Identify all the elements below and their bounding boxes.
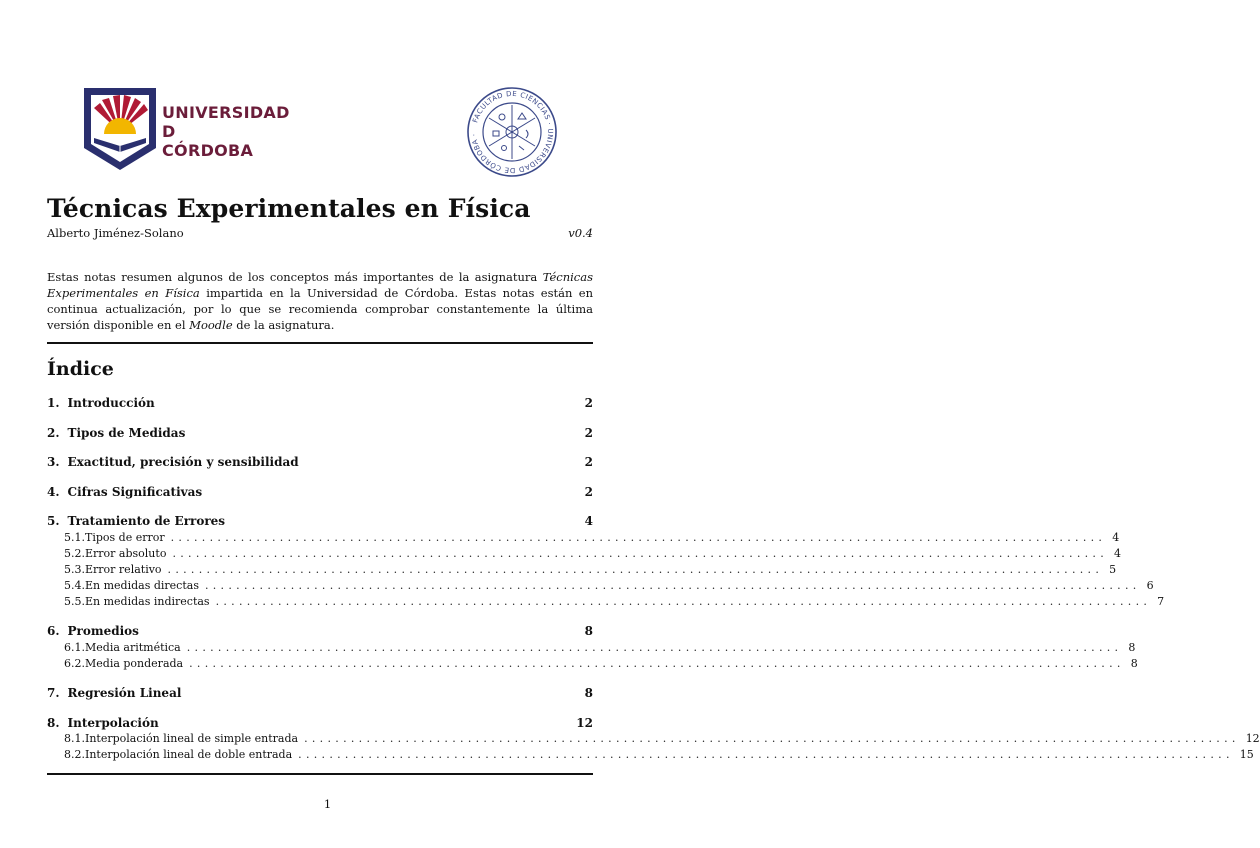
version-label: v0.4 — [568, 226, 593, 240]
toc-section-label — [47, 485, 202, 499]
toc-section[interactable] — [47, 716, 593, 730]
toc-section-page: 2 — [584, 484, 593, 499]
toc-title: Índice — [47, 358, 114, 380]
toc-section-title: Regresión Lineal — [67, 686, 182, 700]
faculty-seal — [466, 86, 558, 178]
toc-subsection-title: Media ponderada — [85, 656, 184, 670]
toc-subsection[interactable] — [64, 748, 1254, 761]
toc-dot-leader: ........................................................................................................................ — [172, 546, 1109, 560]
toc-section-number: 5. — [47, 514, 60, 528]
toc-dot-leader: ........................................................................................................................ — [215, 594, 1152, 608]
toc-dot-leader: ........................................................................................................................ — [204, 578, 1141, 592]
toc-subsection[interactable] — [64, 578, 1154, 592]
toc-dot-leader: ........................................................................................................................ — [298, 748, 1234, 761]
toc-section-page: 12 — [576, 715, 593, 730]
toc-subsection-page: 8 — [1128, 640, 1136, 654]
toc-dot-leader: ........................................................................................................................ — [304, 732, 1240, 745]
toc-subsection-title: Error relativo — [85, 562, 162, 576]
toc-section-title: Tratamiento de Errores — [67, 514, 226, 528]
toc-subsection[interactable] — [64, 562, 1117, 576]
toc-section-title: Interpolación — [67, 715, 159, 730]
toc-section-number: 4. — [47, 484, 60, 499]
abstract-platform-name: Moodle — [189, 318, 233, 332]
toc-section[interactable] — [47, 686, 593, 700]
svg-text:FACULTAD DE CIENCIAS · UNIVERS: FACULTAD DE CIENCIAS · UNIVERSIDAD DE CÓRDOBA · — [470, 89, 555, 175]
toc-section-label — [47, 514, 225, 528]
toc-section-number: 8. — [47, 715, 60, 730]
abstract-paragraph — [47, 269, 593, 333]
toc-subsection[interactable] — [64, 640, 1136, 654]
toc-section-number: 1. — [47, 396, 60, 410]
toc-subsection-page: 4 — [1112, 530, 1120, 544]
toc-dot-leader: ........................................................................................................................ — [170, 530, 1107, 544]
abstract-course-name: Técnicas Experimentales en Física — [47, 270, 593, 300]
abstract-text-3: de la asignatura. — [232, 318, 335, 332]
faculty-seal-icon — [466, 86, 558, 178]
toc-subsection[interactable] — [64, 656, 1138, 670]
toc-subsection-page: 7 — [1157, 594, 1165, 608]
toc-subsection-title: Interpolación lineal de simple entrada — [85, 732, 299, 745]
page-number: 1 — [323, 797, 332, 811]
toc-section-label — [47, 716, 159, 730]
top-divider — [47, 342, 593, 344]
toc-dot-leader: ........................................................................................................................ — [167, 562, 1104, 576]
toc-subsection-page: 6 — [1146, 578, 1154, 592]
toc-section-label — [47, 455, 299, 469]
toc-subsection-page: 8 — [1130, 656, 1138, 670]
toc-section[interactable] — [47, 624, 593, 638]
toc-section[interactable] — [47, 514, 593, 528]
toc-subsection[interactable] — [64, 530, 1120, 544]
toc-subsection-page: 4 — [1114, 546, 1122, 560]
toc-subsection-number: 6.1. — [64, 640, 85, 654]
toc-subsection[interactable] — [64, 594, 1165, 608]
toc-subsection-number: 8.2. — [64, 748, 85, 761]
toc-subsection[interactable] — [64, 546, 1122, 560]
toc-subsection-number: 8.1. — [64, 732, 85, 745]
toc-subsection[interactable] — [64, 732, 1260, 745]
university-logo — [80, 86, 290, 176]
toc-section[interactable] — [47, 396, 593, 410]
toc-section-page: 4 — [584, 514, 593, 528]
abstract-text-1: Estas notas resumen algunos de los conceptos más importantes de la asignatura — [47, 270, 543, 284]
toc-section-number: 3. — [47, 455, 60, 469]
toc-dot-leader: ........................................................................................................................ — [189, 656, 1125, 670]
document-title: Técnicas Experimentales en Física — [47, 194, 531, 223]
toc-subsection-number: 6.2. — [64, 656, 85, 670]
toc-subsection-title: Interpolación lineal de doble entrada — [85, 748, 293, 761]
author-name: Alberto Jiménez-Solano — [47, 226, 184, 240]
toc-subsection-page: 12 — [1245, 732, 1260, 745]
toc-section-title: Exactitud, precisión y sensibilidad — [67, 455, 299, 469]
toc-subsection-page: 15 — [1239, 748, 1254, 761]
toc-section-number: 6. — [47, 624, 60, 638]
toc-section-label — [47, 686, 181, 700]
toc-section-number: 2. — [47, 425, 60, 440]
toc-section-page: 2 — [584, 455, 593, 469]
toc-dot-leader: ........................................................................................................................ — [186, 640, 1123, 654]
toc-section-page: 2 — [584, 396, 593, 410]
toc-section-label — [47, 396, 155, 410]
toc-subsection-number: 5.3. — [64, 562, 85, 576]
university-name-line-1: UNIVERSIDAD — [162, 103, 290, 122]
toc-section-page: 8 — [584, 686, 593, 700]
toc-section[interactable] — [47, 426, 593, 440]
toc-subsection-title: Tipos de error — [85, 530, 165, 544]
toc-subsection-title: Media aritmética — [85, 640, 181, 654]
toc-subsection-number: 5.5. — [64, 594, 85, 608]
university-name-line-2: D — [162, 122, 176, 141]
university-emblem-icon — [80, 86, 160, 176]
toc-section-title: Tipos de Medidas — [67, 425, 186, 440]
toc-section[interactable] — [47, 485, 593, 499]
toc-section-label — [47, 426, 185, 440]
toc-section-number: 7. — [47, 686, 60, 700]
toc-section-page: 2 — [584, 425, 593, 440]
university-name-line-3: CÓRDOBA — [162, 141, 254, 160]
toc-section[interactable] — [47, 455, 593, 469]
toc-section-title: Cifras Significativas — [67, 484, 203, 499]
bottom-divider — [47, 773, 593, 775]
toc-section-title: Promedios — [67, 624, 139, 638]
toc-subsection-page: 5 — [1109, 562, 1117, 576]
toc-section-page: 8 — [584, 624, 593, 638]
toc-section-title: Introducción — [67, 396, 155, 410]
toc-subsection-number: 5.4. — [64, 578, 85, 592]
toc-subsection-number: 5.1. — [64, 530, 85, 544]
toc-subsection-title: Error absoluto — [85, 546, 167, 560]
toc-subsection-title: En medidas indirectas — [85, 594, 210, 608]
abstract-text-2: impartida en la Universidad de Córdoba. Estas notas están en continua actualización, por lo que se recomienda comprobar constantemente la última versión disponible en el — [47, 286, 593, 332]
toc-subsection-title: En medidas directas — [85, 578, 199, 592]
toc-subsection-number: 5.2. — [64, 546, 85, 560]
toc-section-label — [47, 624, 139, 638]
